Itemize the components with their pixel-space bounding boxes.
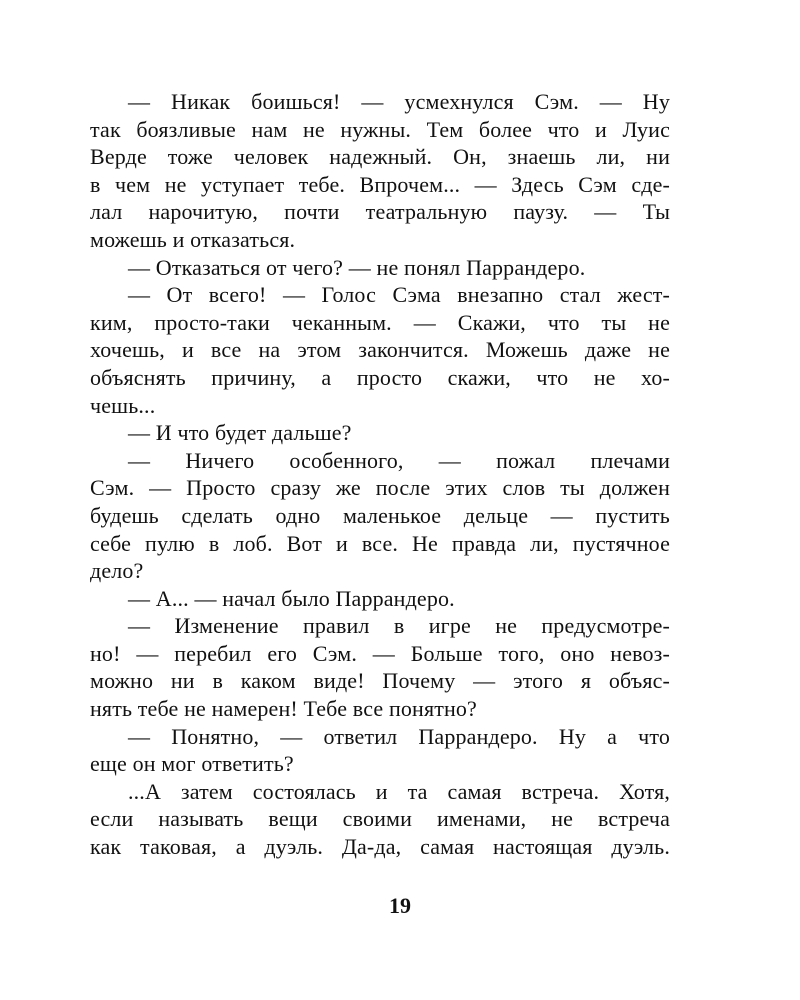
text-line: Верде тоже человек надежный. Он, знаешь ли, ни <box>90 144 670 170</box>
text-line: чешь... <box>90 392 156 418</box>
text-line: можно ни в каком виде! Почему — этого я объяс- <box>90 668 670 694</box>
text-line: Сэм. — Просто сразу же после этих слов ты должен <box>90 475 670 501</box>
text-line: объяснять причину, а просто скажи, что не хо- <box>90 364 670 390</box>
text-line: — Изменение правил в игре не предусмотре- <box>128 613 670 639</box>
body-text <box>90 88 670 861</box>
text-line: как таковая, а дуэль. Да-да, самая настоящая дуэль. <box>90 834 670 860</box>
text-line: дело? <box>90 558 144 584</box>
text-line: еще он мог ответить? <box>90 751 294 777</box>
text-line: хочешь, и все на этом закончится. Можешь даже не <box>90 337 670 363</box>
text-line: — Понятно, — ответил Паррандеро. Ну а что <box>128 723 670 749</box>
text-line: — Отказаться от чего? — не понял Паррандеро. <box>128 254 586 280</box>
text-line: себе пулю в лоб. Вот и все. Не правда ли, пустячное <box>90 530 670 556</box>
text-line: но! — перебил его Сэм. — Больше того, оно невоз- <box>90 640 670 666</box>
text-line: — А... — начал было Паррандеро. <box>128 585 455 611</box>
text-line: — И что будет дальше? <box>128 420 352 446</box>
text-line: лал нарочитую, почти театральную паузу. — Ты <box>90 199 670 225</box>
text-line: нять тебе не намерен! Тебе все понятно? <box>90 696 477 722</box>
text-line: ...А затем состоялась и та самая встреча. Хотя, <box>128 778 670 804</box>
page-number: 19 <box>389 893 411 918</box>
text-line: так боязливые нам не нужны. Тем более что и Луис <box>90 116 670 142</box>
text-line: — Никак боишься! — усмехнулся Сэм. — Ну <box>128 89 670 114</box>
text-line: — От всего! — Голос Сэма внезапно стал жест- <box>128 282 670 308</box>
text-line: — Ничего особенного, — пожал плечами <box>128 447 670 473</box>
text-line: будешь сделать одно маленькое дельце — пустить <box>90 502 670 528</box>
text-line: ким, просто-таки чеканным. — Скажи, что ты не <box>90 309 670 335</box>
text-line: можешь и отказаться. <box>90 226 296 252</box>
text-line: в чем не уступает тебе. Впрочем... — Здесь Сэм сде- <box>90 171 670 197</box>
text-line: если называть вещи своими именами, не встреча <box>90 806 670 832</box>
